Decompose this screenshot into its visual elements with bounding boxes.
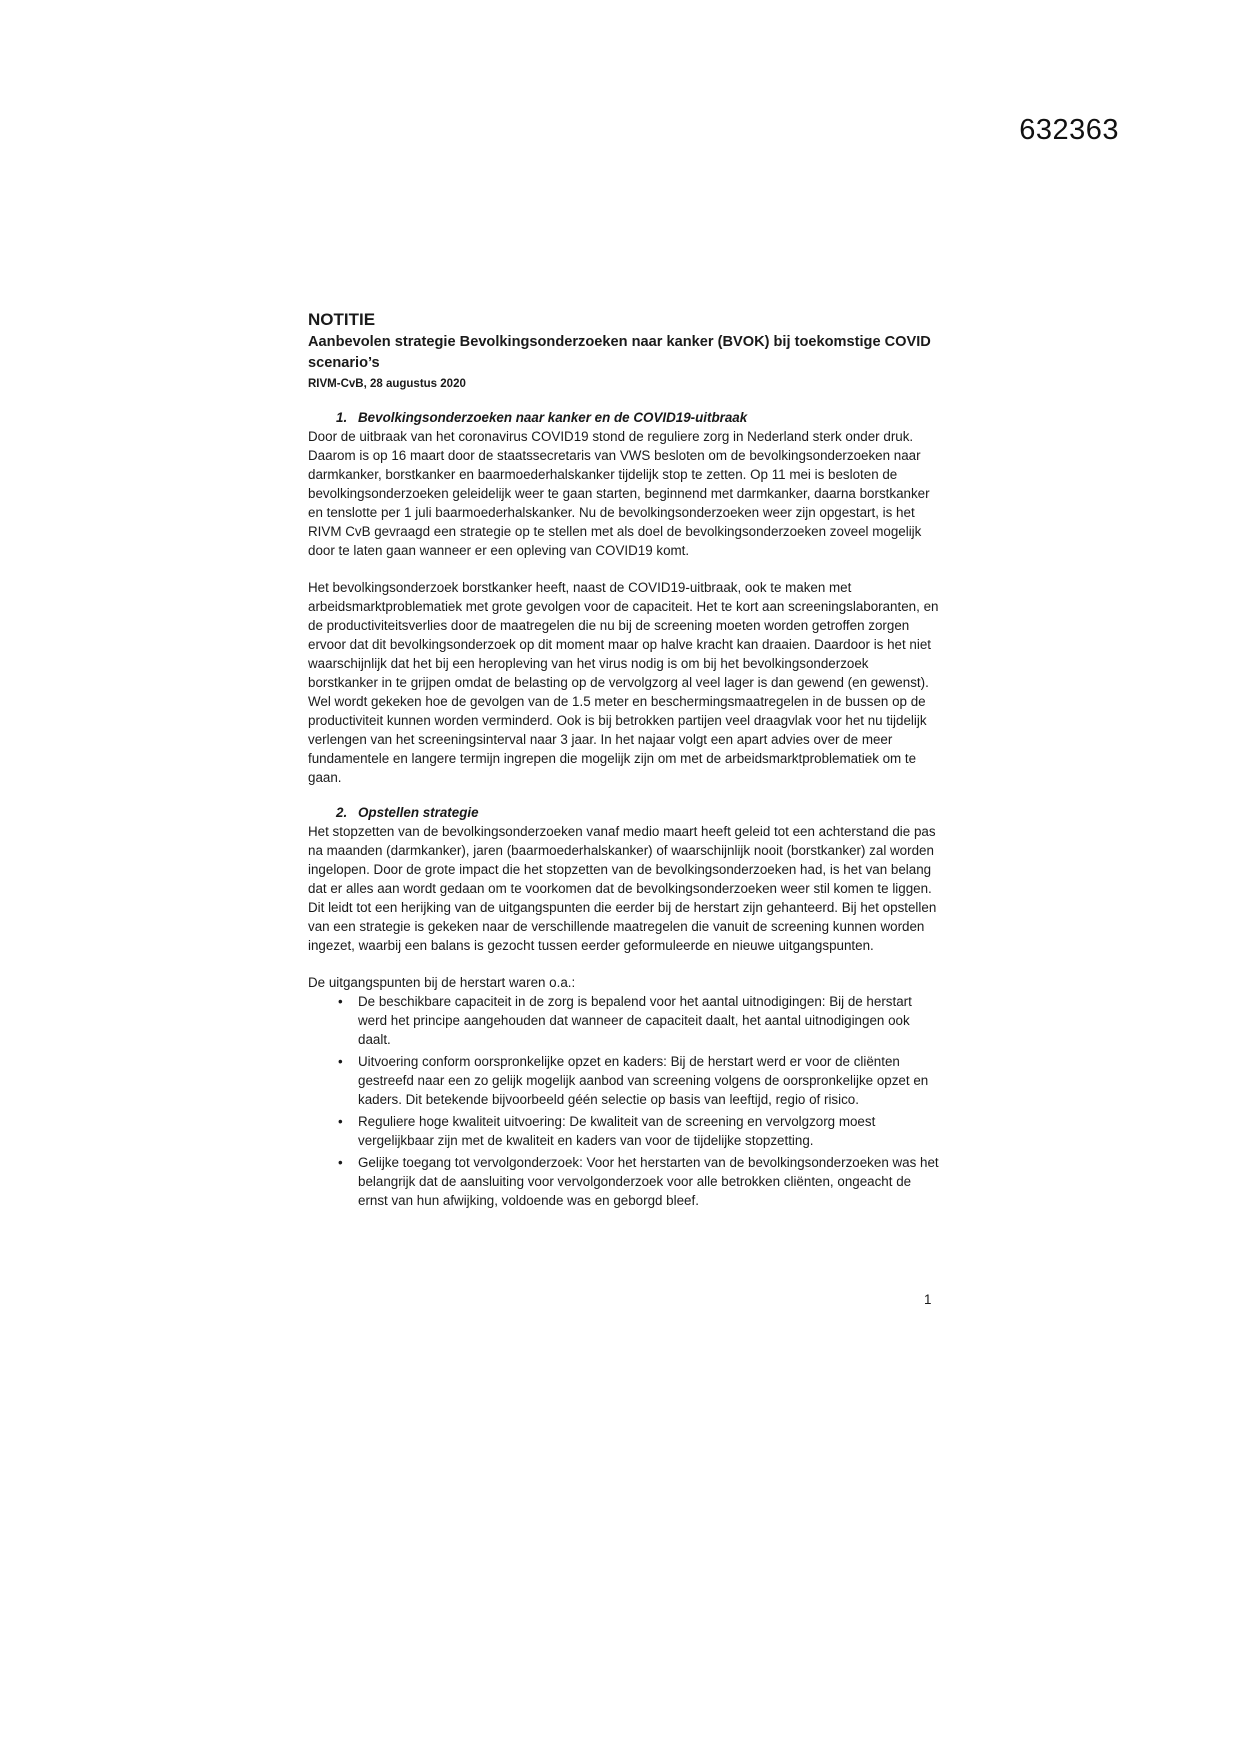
bullet-icon: • bbox=[338, 1114, 343, 1129]
list-item bbox=[336, 1153, 942, 1210]
list-item bbox=[336, 1052, 942, 1109]
document-body bbox=[308, 310, 942, 1213]
paragraph: Het bevolkingsonderzoek borstkanker heeft, naast de COVID19-uitbraak, ook te maken met arbeidsmarktproblematiek met grote gevolgen voor de capaciteit. Het te kort aan screeningslaboranten, en de productiviteitsverlies door de maatregelen die nu bij de screening moeten worden getroffen zorgen ervoor dat dit bevolkingsonderzoek op dit moment maar op halve kracht kan draaien. Daardoor is het niet waarschijnlijk dat het bij een heropleving van het virus nodig is om bij het bevolkingsonderzoek borstkanker in te grijpen omdat de belasting op de vervolgzorg al veel lager is dan gewend (en gewenst). Wel wordt gekeken hoe de gevolgen van de 1.5 meter en beschermingsmaatregelen in de bussen op de productiviteit kunnen worden verminderd. Ook is bij betrokken partijen veel draagvlak voor het nu tijdelijk verlengen van het screeningsinterval naar 3 jaar. In het najaar volgt een apart advies over de meer fundamentele en langere termijn ingrepen die mogelijk zijn om met de arbeidsmarktproblematiek om te gaan. bbox=[308, 580, 939, 785]
list-item-text: Gelijke toegang tot vervolgonderzoek: Voor het herstarten van de bevolkingsonderzoeken was het belangrijk dat de aansluiting voor vervolgonderzoek voor alle betrokken cliënten, ongeacht de ernst van hun afwijking, voldoende was en geborgd bleef. bbox=[358, 1155, 939, 1208]
page-number: 1 bbox=[924, 1292, 932, 1307]
bullet-list bbox=[308, 992, 942, 1210]
document-number: 632363 bbox=[1019, 114, 1119, 146]
bullet-icon: • bbox=[338, 994, 343, 1009]
section-number: 1. bbox=[336, 410, 348, 425]
section-title: Opstellen strategie bbox=[358, 805, 479, 820]
paragraph: Het stopzetten van de bevolkingsonderzoeken vanaf medio maart heeft geleid tot een achterstand die pas na maanden (darmkanker), jaren (baarmoederhalskanker) of waarschijnlijk nooit (borstkanker) zal worden ingelopen. Door de grote impact die het stopzetten van de bevolkingsonderzoeken had, is het van belang dat er alles aan wordt gedaan om te voorkomen dat de bevolkingsonderzoeken weer stil komen te liggen. Dit leidt tot een herijking van de uitgangspunten die eerder bij de herstart zijn gehanteerd. Bij het opstellen van een strategie is gekeken naar de verschillende maatregelen die vanuit de screening kunnen worden ingezet, waarbij een balans is gezocht tussen eerder geformuleerde en nieuwe uitgangspunten. bbox=[308, 824, 937, 953]
section-heading-2 bbox=[308, 803, 942, 822]
list-item-text: Reguliere hoge kwaliteit uitvoering: De kwaliteit van de screening en vervolgzorg moest vergelijkbaar zijn met de kwaliteit en kaders van voor de tijdelijke stopzetting. bbox=[358, 1114, 876, 1148]
section-number: 2. bbox=[336, 805, 348, 820]
section-heading-1 bbox=[308, 408, 942, 427]
document-subtitle: Aanbevolen strategie Bevolkingsonderzoeken naar kanker (BVOK) bij toekomstige COVID scenario’s bbox=[308, 334, 931, 371]
bullet-icon: • bbox=[338, 1054, 343, 1069]
document-meta: RIVM-CvB, 28 augustus 2020 bbox=[308, 378, 466, 390]
section-title: Bevolkingsonderzoeken naar kanker en de COVID19-uitbraak bbox=[358, 410, 748, 425]
list-item-text: De beschikbare capaciteit in de zorg is bepalend voor het aantal uitnodigingen: Bij de herstart werd het principe aangehouden dat wanneer de capaciteit daalt, het aantal uitnodigingen ook daalt. bbox=[358, 994, 912, 1047]
document-label: NOTITIE bbox=[308, 310, 376, 329]
list-item bbox=[336, 992, 942, 1049]
list-item-text: Uitvoering conform oorspronkelijke opzet en kaders: Bij de herstart werd er voor de cliënten gestreefd naar een zo gelijk mogelijk aanbod van screening volgens de oorspronkelijke opzet en kaders. Dit betekende bijvoorbeeld géén selectie op basis van leeftijd, regio of risico. bbox=[358, 1054, 929, 1107]
paragraph: De uitgangspunten bij de herstart waren o.a.: bbox=[308, 975, 576, 990]
list-item bbox=[336, 1112, 942, 1150]
paragraph: Door de uitbraak van het coronavirus COVID19 stond de reguliere zorg in Nederland sterk onder druk. Daarom is op 16 maart door de staatssecretaris van VWS besloten om de bevolkingsonderzoeken naar darmkanker, borstkanker en baarmoederhalskanker tijdelijk stop te zetten. Op 11 mei is besloten de bevolkingsonderzoeken geleidelijk weer te gaan starten, beginnend met darmkanker, daarna borstkanker en tenslotte per 1 juli baarmoederhalskanker. Nu de bevolkingsonderzoeken weer zijn opgestart, is het RIVM CvB gevraagd een strategie op te stellen met als doel de bevolkingsonderzoeken zoveel mogelijk door te laten gaan wanneer er een opleving van COVID19 komt. bbox=[308, 429, 930, 558]
bullet-icon: • bbox=[338, 1155, 343, 1170]
